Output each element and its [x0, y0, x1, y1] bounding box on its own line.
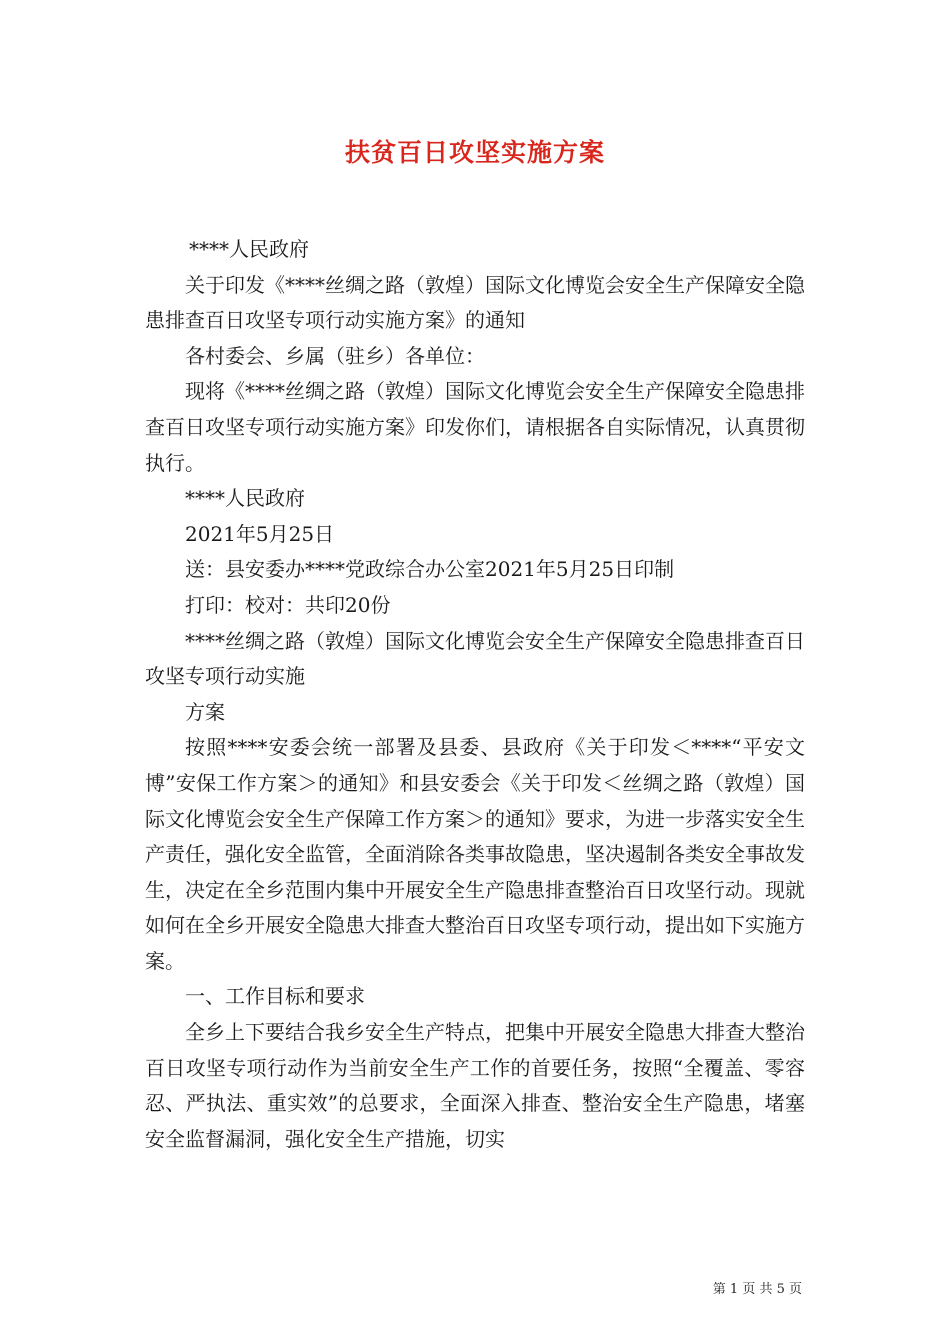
paragraph-print-info: 打印：校对：共印20份: [185, 592, 391, 617]
document-title: 扶贫百日攻坚实施方案: [344, 138, 605, 167]
paragraph-notice-title: 关于印发《****丝绸之路（敦煌）国际文化博览会安全生产保障安全隐患排查百日攻坚专项行动实施方案》的通知: [145, 272, 805, 333]
paragraph-issuer: ****人民政府: [189, 237, 309, 261]
paragraph-date: 2021年5月25日: [185, 521, 335, 546]
page-number: 第 1 页 共 5 页: [712, 1282, 802, 1297]
document-body: [145, 232, 805, 1157]
paragraph-body-1: 按照****安委会统一部署及县委、县政府《关于印发＜****“平安文博”安保工作方案＞的通知》和县安委会《关于印发＜丝绸之路（敦煌）国际文化博览会安全生产保障工作方案＞的通知》要求，为进一步落实安全生产责任，强化安全监管，全面消除各类事故隐患，坚决遏制各类安全事故发生，决定在全乡范围内集中开展安全生产隐患排查整治百日攻坚行动。现就如何在全乡开展安全隐患大排查大整治百日攻坚专项行动，提出如下实施方案。: [145, 735, 805, 973]
paragraph-intro: 现将《****丝绸之路（敦煌）国际文化博览会安全生产保障安全隐患排查百日攻坚专项行动实施方案》印发你们，请根据各自实际情况，认真贯彻执行。: [145, 379, 805, 475]
paragraph-plan-title-cont: 方案: [185, 699, 225, 724]
paragraph-distribution: 送：县安委办****党政综合办公室2021年5月25日印制: [185, 557, 675, 582]
paragraph-recipients: 各村委会、乡属（驻乡）各单位：: [185, 343, 485, 368]
section-heading: 一、工作目标和要求: [185, 984, 365, 1009]
paragraph-plan-title: ****丝绸之路（敦煌）国际文化博览会安全生产保障安全隐患排查百日攻坚专项行动实施: [145, 628, 805, 689]
paragraph-signature: ****人民政府: [185, 486, 305, 511]
paragraph-body-2: 全乡上下要结合我乡安全生产特点，把集中开展安全隐患大排查大整治百日攻坚专项行动作为当前安全生产工作的首要任务，按照“全覆盖、零容忍、严执法、重实效”的总要求，全面深入排查、整治安全生产隐患，堵塞安全监督漏洞，强化安全生产措施，切实: [145, 1020, 805, 1151]
